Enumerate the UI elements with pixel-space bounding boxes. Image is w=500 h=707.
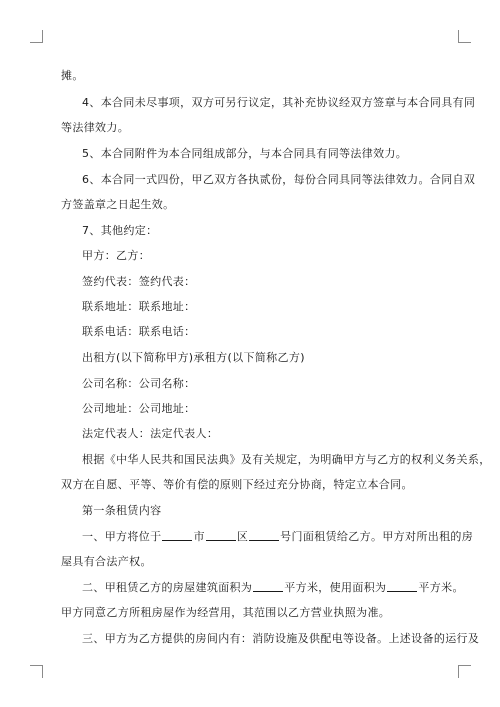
blank-field: [387, 581, 417, 592]
article-2-part: 平方米，使用面积为: [284, 581, 387, 594]
phone-line: 联系电话：联系电话：: [82, 325, 196, 338]
blank-field: [206, 530, 236, 541]
lessor-lessee-line: 出租方(以下简称甲方)承租方(以下简称乙方): [82, 351, 305, 364]
article-1-part: 号门面租赁给乙方。甲方对所出租的房: [280, 530, 474, 543]
blank-field: [162, 530, 192, 541]
company-name-line: 公司名称：公司名称：: [82, 377, 196, 390]
company-address-line: 公司地址：公司地址：: [82, 402, 196, 415]
party-line: 甲方：乙方：: [82, 249, 151, 262]
blank-field: [253, 581, 283, 592]
legal-rep-line: 法定代表人：法定代表人：: [82, 427, 219, 440]
article-2-part: 二、甲租赁乙方的房屋建筑面积为: [82, 581, 253, 594]
text-line: 摊。: [61, 69, 84, 82]
article-1-part: 市: [193, 530, 205, 543]
article-heading: 第一条租赁内容: [82, 504, 162, 517]
text-line: 甲方同意乙方所租房屋作为经营用，其范围以乙方营业执照为准。: [61, 606, 391, 619]
article-1-part: 区: [236, 530, 249, 543]
preamble-line: 根据《中华人民共和国民法典》及有关规定，为明确甲方与乙方的权利义务关系，: [82, 453, 491, 466]
article-3-line: 三、甲方为乙方提供的房间内有：消防设施及供配电等设备。上述设备的运行及: [82, 632, 480, 645]
text-line: 屋具有合法产权。: [61, 555, 152, 568]
text-line: 等法律效力。: [61, 121, 130, 134]
clause-6: 6、本合同一式四份，甲乙双方各执贰份，每份合同具同等法律效力。合同自双: [82, 173, 476, 186]
article-2-part: 平方米。: [418, 581, 464, 594]
text-line: 方签盖章之日起生效。: [61, 198, 175, 211]
article-1-line: [82, 530, 473, 544]
article-2-line: [82, 581, 464, 595]
blank-field: [249, 530, 279, 541]
crop-mark-top-left: [30, 30, 43, 43]
clause-7: 7、其他约定：: [82, 224, 158, 237]
signatory-line: 签约代表：签约代表：: [82, 275, 196, 288]
crop-mark-bottom-left: [30, 665, 43, 678]
article-1-part: 一、甲方将位于: [82, 530, 162, 543]
preamble-line: 双方在自愿、平等、等价有偿的原则下经过充分协商，特定立本合同。: [61, 478, 413, 491]
address-line: 联系地址：联系地址：: [82, 300, 196, 313]
crop-mark-top-right: [458, 30, 471, 43]
clause-5: 5、本合同附件为本合同组成部分，与本合同具有同等法律效力。: [82, 147, 408, 160]
clause-4: 4、本合同未尽事项，双方可另行议定，其补充协议经双方签章与本合同具有同: [82, 96, 476, 109]
crop-mark-bottom-right: [458, 665, 471, 678]
